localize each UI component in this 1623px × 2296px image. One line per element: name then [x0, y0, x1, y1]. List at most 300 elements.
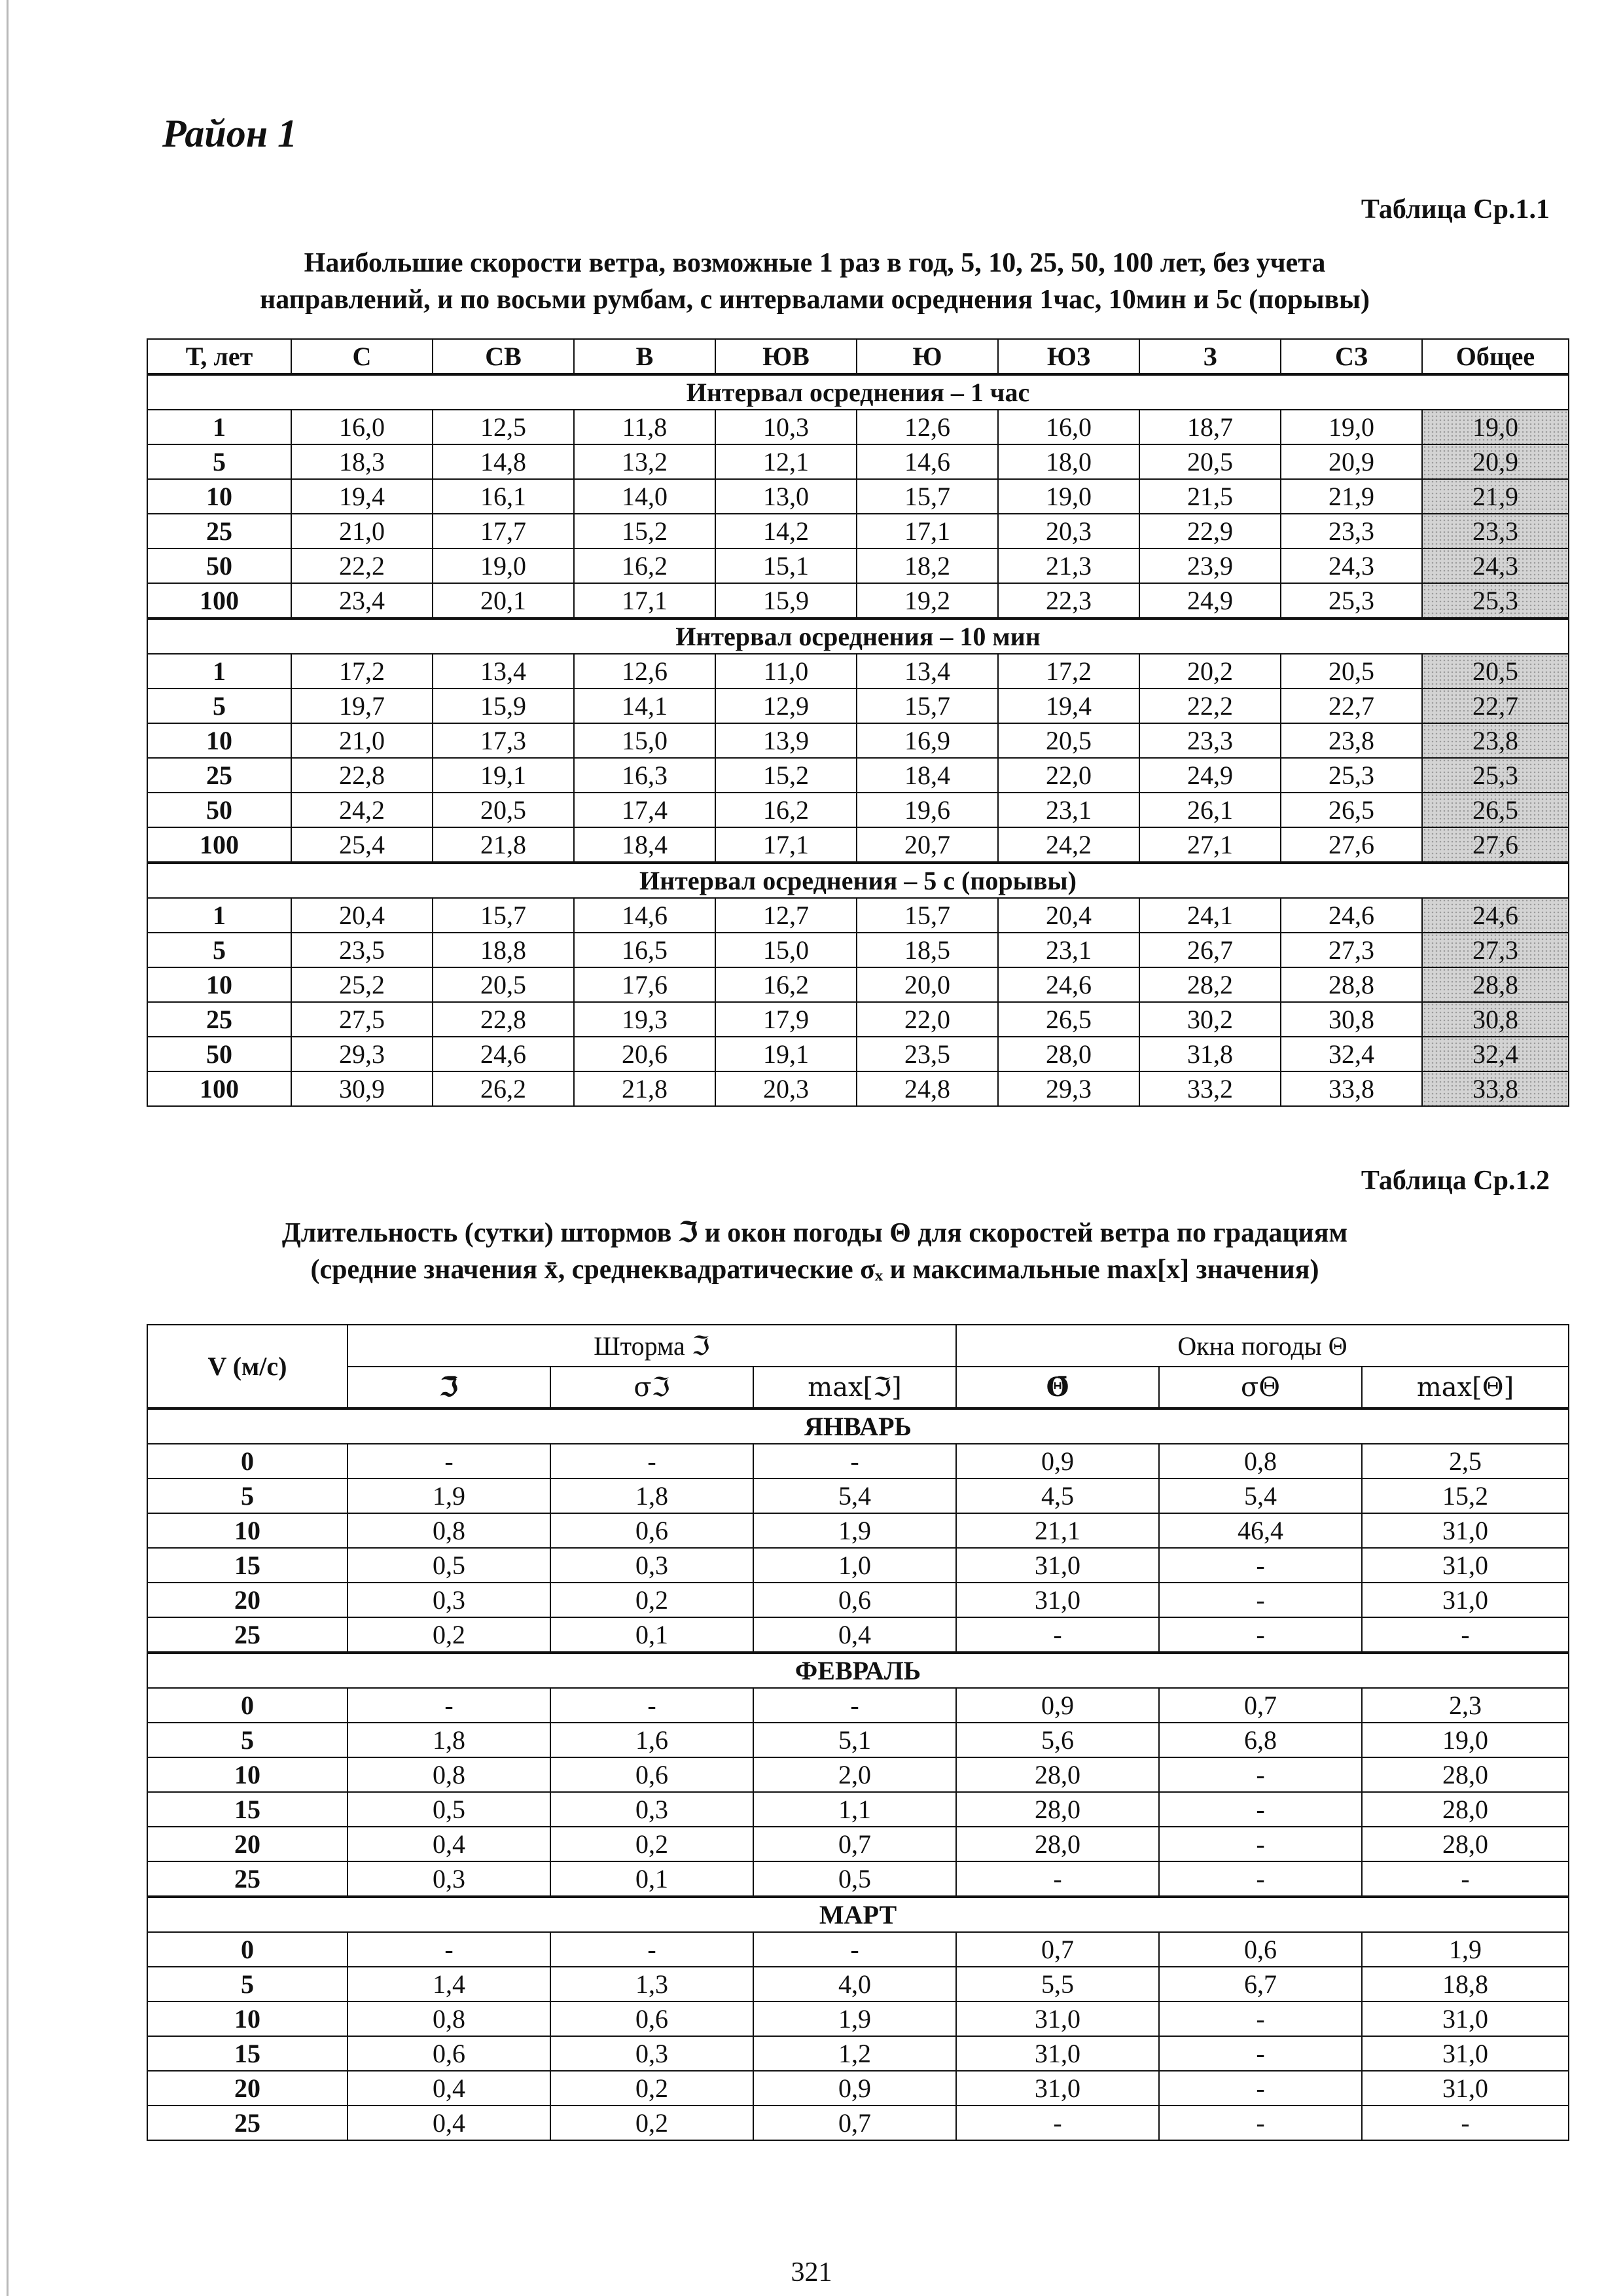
table-cell: 26,1 — [1139, 793, 1281, 827]
return-period-cell: 50 — [147, 1037, 291, 1071]
table-cell: 14,6 — [574, 898, 715, 933]
table-cell: - — [956, 1861, 1159, 1897]
table-cell: - — [1159, 2001, 1362, 2036]
table-cell: - — [1362, 1861, 1569, 1897]
table-cell: 15,2 — [1362, 1479, 1569, 1513]
table-cell: 28,2 — [1139, 967, 1281, 1002]
table-cell: 15,7 — [857, 689, 998, 723]
table-row — [147, 758, 1569, 793]
table-cell: 19,0 — [1422, 410, 1569, 444]
table-cell: 14,1 — [574, 689, 715, 723]
table-cell: 11,8 — [574, 410, 715, 444]
table-cell: 20,5 — [998, 723, 1139, 758]
table-row — [147, 2106, 1569, 2140]
table-cell: 13,4 — [433, 654, 574, 689]
table-cell: 0,9 — [956, 1444, 1159, 1479]
table-cell: 20,4 — [998, 898, 1139, 933]
table-cell: 19,6 — [857, 793, 998, 827]
table-cell: 22,7 — [1281, 689, 1422, 723]
table-cell: 0,2 — [550, 2106, 753, 2140]
return-period-cell: 100 — [147, 583, 291, 619]
return-period-cell: 25 — [147, 758, 291, 793]
table1-header-cell: ЮЗ — [998, 339, 1139, 374]
month-title: ЯНВАРЬ — [147, 1408, 1569, 1444]
table-cell: 13,0 — [715, 479, 857, 514]
table-cell: 19,0 — [433, 548, 574, 583]
table-cell: 30,2 — [1139, 1002, 1281, 1037]
table-cell: 12,6 — [574, 654, 715, 689]
table-cell: 0,3 — [550, 2036, 753, 2071]
table-cell: 23,3 — [1281, 514, 1422, 548]
table-cell: 1,6 — [550, 1723, 753, 1757]
table1-header-cell: ЮВ — [715, 339, 857, 374]
table-cell: 20,3 — [998, 514, 1139, 548]
table-cell: 18,4 — [574, 827, 715, 863]
table-cell: 22,3 — [998, 583, 1139, 619]
table-cell: 16,9 — [857, 723, 998, 758]
table1-section-row — [147, 619, 1569, 654]
table-cell: 0,6 — [1159, 1932, 1362, 1967]
table-cell: 22,0 — [998, 758, 1139, 793]
table-cell: 24,2 — [291, 793, 433, 827]
table-cell: 46,4 — [1159, 1513, 1362, 1548]
table-cell: 28,0 — [1362, 1792, 1569, 1827]
table-cell: 6,7 — [1159, 1967, 1362, 2001]
table-cell: 31,0 — [1362, 2036, 1569, 2071]
table-cell: - — [956, 1617, 1159, 1653]
table-cell: 33,8 — [1422, 1071, 1569, 1106]
table1-label: Таблица Ср.1.1 — [1361, 194, 1550, 224]
table-cell: 2,0 — [753, 1757, 956, 1792]
storm-duration-table — [147, 1324, 1569, 2141]
table-cell: 24,6 — [433, 1037, 574, 1071]
table-row — [147, 1037, 1569, 1071]
table-cell: 24,8 — [857, 1071, 998, 1106]
return-period-cell: 50 — [147, 793, 291, 827]
table-cell: 21,9 — [1281, 479, 1422, 514]
table-cell: 27,6 — [1422, 827, 1569, 863]
table-cell: - — [1159, 1792, 1362, 1827]
return-period-cell: 10 — [147, 479, 291, 514]
table-cell: 27,5 — [291, 1002, 433, 1037]
table-cell: 1,9 — [348, 1479, 550, 1513]
table-cell: 4,0 — [753, 1967, 956, 2001]
table-cell: 0,6 — [753, 1583, 956, 1617]
table2-body — [147, 1408, 1569, 2140]
table1-header-cell: СВ — [433, 339, 574, 374]
table2-subheader-cell: max[Θ] — [1362, 1367, 1569, 1408]
table-cell: 13,4 — [857, 654, 998, 689]
return-period-cell: 1 — [147, 410, 291, 444]
table-cell: 21,5 — [1139, 479, 1281, 514]
table-row — [147, 2001, 1569, 2036]
table-row — [147, 898, 1569, 933]
table-cell: 16,0 — [291, 410, 433, 444]
table-cell: 28,0 — [956, 1757, 1159, 1792]
table-cell: - — [753, 1932, 956, 1967]
table-cell: 31,0 — [1362, 1583, 1569, 1617]
table-cell: 20,3 — [715, 1071, 857, 1106]
table-row — [147, 827, 1569, 863]
table-cell: 12,7 — [715, 898, 857, 933]
table-cell: 19,3 — [574, 1002, 715, 1037]
table1-header-cell: С — [291, 339, 433, 374]
table-cell: 5,4 — [1159, 1479, 1362, 1513]
table-cell: 0,8 — [348, 2001, 550, 2036]
return-period-cell: 25 — [147, 514, 291, 548]
wind-speed-cell: 20 — [147, 1827, 348, 1861]
table-row — [147, 1513, 1569, 1548]
table-cell: 24,3 — [1281, 548, 1422, 583]
table-row — [147, 1002, 1569, 1037]
table-row — [147, 1548, 1569, 1583]
table-row — [147, 1932, 1569, 1967]
table-cell: 21,3 — [998, 548, 1139, 583]
table-cell: 6,8 — [1159, 1723, 1362, 1757]
wind-speed-cell: 25 — [147, 1861, 348, 1897]
table-cell: 30,9 — [291, 1071, 433, 1106]
table-cell: 22,8 — [291, 758, 433, 793]
table-cell: 18,3 — [291, 444, 433, 479]
table-cell: - — [348, 1932, 550, 1967]
table-cell: 23,8 — [1281, 723, 1422, 758]
table-cell: 10,3 — [715, 410, 857, 444]
table-row — [147, 1967, 1569, 2001]
table1-header-row — [147, 339, 1569, 374]
table-cell: 0,4 — [348, 2106, 550, 2140]
table-cell: 0,5 — [753, 1861, 956, 1897]
table-cell: 29,3 — [998, 1071, 1139, 1106]
table-cell: 1,9 — [753, 1513, 956, 1548]
table-cell: 25,2 — [291, 967, 433, 1002]
table-cell: 27,6 — [1281, 827, 1422, 863]
table-row — [147, 1479, 1569, 1513]
table-cell: 20,2 — [1139, 654, 1281, 689]
table-cell: 0,3 — [550, 1548, 753, 1583]
table-cell: 24,9 — [1139, 758, 1281, 793]
table1-section-row — [147, 374, 1569, 410]
wind-speed-cell: 0 — [147, 1444, 348, 1479]
table-cell: 1,1 — [753, 1792, 956, 1827]
table-cell: 13,2 — [574, 444, 715, 479]
table-cell: 24,2 — [998, 827, 1139, 863]
table-cell: 21,9 — [1422, 479, 1569, 514]
wind-speed-cell: 0 — [147, 1688, 348, 1723]
table-cell: 28,0 — [998, 1037, 1139, 1071]
table-cell: 30,8 — [1281, 1002, 1422, 1037]
wind-speed-cell: 20 — [147, 2071, 348, 2106]
wind-speed-cell: 5 — [147, 1723, 348, 1757]
table-row — [147, 583, 1569, 619]
table-cell: 18,8 — [1362, 1967, 1569, 2001]
table-cell: 20,9 — [1422, 444, 1569, 479]
table-cell: 19,4 — [291, 479, 433, 514]
table-cell: 0,6 — [348, 2036, 550, 2071]
table-cell: 15,7 — [857, 898, 998, 933]
table-cell: 16,3 — [574, 758, 715, 793]
table2-caption-line2: (средние значения x̄, среднеквадратические σₓ и максимальные max[x] значения) — [310, 1255, 1319, 1285]
table-cell: 26,2 — [433, 1071, 574, 1106]
table-cell: 0,1 — [550, 1861, 753, 1897]
table-cell: 17,4 — [574, 793, 715, 827]
table-cell: 0,8 — [348, 1513, 550, 1548]
table-cell: 12,5 — [433, 410, 574, 444]
table-cell: 32,4 — [1422, 1037, 1569, 1071]
table1-header-cell: Ю — [857, 339, 998, 374]
table-row — [147, 933, 1569, 967]
table-cell: 26,5 — [998, 1002, 1139, 1037]
table-cell: 0,6 — [550, 1757, 753, 1792]
table-cell: 0,3 — [348, 1861, 550, 1897]
table-cell: 17,9 — [715, 1002, 857, 1037]
table1-header-cell: Общее — [1422, 339, 1569, 374]
table-cell: 31,0 — [1362, 2001, 1569, 2036]
table1-header-cell: З — [1139, 339, 1281, 374]
table-row — [147, 1617, 1569, 1653]
wind-speed-cell: 15 — [147, 2036, 348, 2071]
wind-speed-cell: 0 — [147, 1932, 348, 1967]
table-cell: 0,5 — [348, 1792, 550, 1827]
table-cell: 20,5 — [1139, 444, 1281, 479]
table-cell: 19,0 — [1281, 410, 1422, 444]
table-cell: 0,8 — [348, 1757, 550, 1792]
table-cell: 11,0 — [715, 654, 857, 689]
wind-speed-table — [147, 338, 1569, 1107]
wind-speed-cell: 10 — [147, 1757, 348, 1792]
table-cell: 18,5 — [857, 933, 998, 967]
table-row — [147, 1792, 1569, 1827]
table-cell: 5,4 — [753, 1479, 956, 1513]
table-cell: 22,2 — [291, 548, 433, 583]
table-cell: 25,3 — [1422, 758, 1569, 793]
scan-edge-line — [7, 0, 9, 2296]
table2-label: Таблица Ср.1.2 — [1361, 1166, 1550, 1196]
wind-speed-cell: 5 — [147, 1479, 348, 1513]
table-cell: 20,9 — [1281, 444, 1422, 479]
table-row — [147, 1583, 1569, 1617]
table-cell: 28,0 — [956, 1827, 1159, 1861]
table-row — [147, 654, 1569, 689]
table-cell: 31,0 — [956, 1548, 1159, 1583]
table-cell: 0,7 — [1159, 1688, 1362, 1723]
table-row — [147, 479, 1569, 514]
table-cell: 16,1 — [433, 479, 574, 514]
table-cell: 27,3 — [1422, 933, 1569, 967]
table-cell: 31,8 — [1139, 1037, 1281, 1071]
table-cell: 19,0 — [1362, 1723, 1569, 1757]
table-cell: 23,3 — [1139, 723, 1281, 758]
wind-speed-cell: 15 — [147, 1548, 348, 1583]
table1-section-title: Интервал осреднения – 10 мин — [147, 619, 1569, 654]
table-row — [147, 548, 1569, 583]
table-cell: 18,0 — [998, 444, 1139, 479]
table-cell: 20,1 — [433, 583, 574, 619]
table-cell: 17,1 — [715, 827, 857, 863]
table-row — [147, 1444, 1569, 1479]
table-cell: 23,5 — [291, 933, 433, 967]
table-cell: 31,0 — [956, 2071, 1159, 2106]
table-cell: 0,4 — [348, 2071, 550, 2106]
table-cell: 32,4 — [1281, 1037, 1422, 1071]
table-cell: 15,7 — [857, 479, 998, 514]
table-cell: 0,7 — [753, 2106, 956, 2140]
table-cell: 18,2 — [857, 548, 998, 583]
table-cell: 24,9 — [1139, 583, 1281, 619]
table-cell: 23,8 — [1422, 723, 1569, 758]
table-cell: 20,4 — [291, 898, 433, 933]
table-row — [147, 1723, 1569, 1757]
table1-header-cell: В — [574, 339, 715, 374]
table-row — [147, 1827, 1569, 1861]
table2-subheader-cell: Θ̄ — [956, 1367, 1159, 1408]
table-cell: 23,1 — [998, 933, 1139, 967]
table-cell: 21,0 — [291, 723, 433, 758]
table-cell: 28,0 — [956, 1792, 1159, 1827]
table-cell: 2,3 — [1362, 1688, 1569, 1723]
table1-caption — [124, 245, 1505, 318]
table-cell: - — [348, 1688, 550, 1723]
table-cell: 20,7 — [857, 827, 998, 863]
return-period-cell: 1 — [147, 654, 291, 689]
return-period-cell: 10 — [147, 723, 291, 758]
table-cell: 16,0 — [998, 410, 1139, 444]
table-cell: 5,6 — [956, 1723, 1159, 1757]
table-cell: 5,5 — [956, 1967, 1159, 2001]
header-windows-group: Окна погоды Θ — [956, 1325, 1569, 1367]
table-cell: 15,7 — [433, 898, 574, 933]
table-row — [147, 444, 1569, 479]
table-row — [147, 1071, 1569, 1106]
table-cell: 16,2 — [715, 793, 857, 827]
table-cell: - — [550, 1688, 753, 1723]
table-cell: 1,9 — [1362, 1932, 1569, 1967]
table-cell: 2,5 — [1362, 1444, 1569, 1479]
table-cell: 15,0 — [574, 723, 715, 758]
month-title: МАРТ — [147, 1897, 1569, 1932]
table-cell: 27,3 — [1281, 933, 1422, 967]
table2-subheader-cell: σℑ — [550, 1367, 753, 1408]
table-cell: 25,3 — [1281, 758, 1422, 793]
return-period-cell: 1 — [147, 898, 291, 933]
table-cell: 0,4 — [348, 1827, 550, 1861]
table-cell: 20,5 — [433, 793, 574, 827]
table-cell: 31,0 — [1362, 1548, 1569, 1583]
table-cell: 0,7 — [753, 1827, 956, 1861]
table-cell: 20,5 — [1422, 654, 1569, 689]
table-cell: 31,0 — [956, 1583, 1159, 1617]
table-row — [147, 1757, 1569, 1792]
table-cell: 30,8 — [1422, 1002, 1569, 1037]
table-cell: 29,3 — [291, 1037, 433, 1071]
table-cell: 12,9 — [715, 689, 857, 723]
table-cell: 15,2 — [574, 514, 715, 548]
table-cell: 0,5 — [348, 1548, 550, 1583]
table-cell: 17,6 — [574, 967, 715, 1002]
table-cell: - — [1159, 2071, 1362, 2106]
table-cell: - — [550, 1932, 753, 1967]
table-cell: 0,1 — [550, 1617, 753, 1653]
table-cell: 24,6 — [1281, 898, 1422, 933]
return-period-cell: 10 — [147, 967, 291, 1002]
table-cell: 22,0 — [857, 1002, 998, 1037]
table-cell: 0,7 — [956, 1932, 1159, 1967]
table-cell: 14,2 — [715, 514, 857, 548]
table-cell: - — [550, 1444, 753, 1479]
table-cell: 19,1 — [715, 1037, 857, 1071]
table-cell: 25,4 — [291, 827, 433, 863]
table-cell: - — [1362, 1617, 1569, 1653]
table-cell: 19,7 — [291, 689, 433, 723]
wind-speed-cell: 20 — [147, 1583, 348, 1617]
table-cell: 22,9 — [1139, 514, 1281, 548]
month-section-row — [147, 1653, 1569, 1688]
table-cell: 1,4 — [348, 1967, 550, 2001]
table-cell: 21,8 — [433, 827, 574, 863]
table-cell: - — [1159, 1617, 1362, 1653]
table2-caption — [124, 1215, 1505, 1288]
table-cell: 20,6 — [574, 1037, 715, 1071]
table-cell: 1,9 — [753, 2001, 956, 2036]
table1-header-cell: СЗ — [1281, 339, 1422, 374]
table-cell: 20,5 — [1281, 654, 1422, 689]
table-cell: 23,4 — [291, 583, 433, 619]
table-cell: 1,0 — [753, 1548, 956, 1583]
table-cell: 28,0 — [1362, 1757, 1569, 1792]
table-cell: 18,7 — [1139, 410, 1281, 444]
table-cell: 18,8 — [433, 933, 574, 967]
table-cell: 24,1 — [1139, 898, 1281, 933]
table-cell: 17,7 — [433, 514, 574, 548]
table-cell: 0,9 — [956, 1688, 1159, 1723]
table-cell: 31,0 — [956, 2036, 1159, 2071]
table-cell: - — [1159, 1757, 1362, 1792]
table-cell: 21,8 — [574, 1071, 715, 1106]
table-cell: 5,1 — [753, 1723, 956, 1757]
month-title: ФЕВРАЛЬ — [147, 1653, 1569, 1688]
table-cell: 16,5 — [574, 933, 715, 967]
table1-caption-line1: Наибольшие скорости ветра, возможные 1 раз в год, 5, 10, 25, 50, 100 лет, без учета — [304, 248, 1326, 278]
table-cell: 0,3 — [348, 1583, 550, 1617]
table2-subheader-cell: σΘ — [1159, 1367, 1362, 1408]
table-row — [147, 2071, 1569, 2106]
table-cell: 21,1 — [956, 1513, 1159, 1548]
table-cell: - — [753, 1444, 956, 1479]
table-row — [147, 1688, 1569, 1723]
return-period-cell: 5 — [147, 689, 291, 723]
table-cell: 15,0 — [715, 933, 857, 967]
table-cell: 19,4 — [998, 689, 1139, 723]
return-period-cell: 50 — [147, 548, 291, 583]
table-cell: 19,0 — [998, 479, 1139, 514]
return-period-cell: 100 — [147, 827, 291, 863]
table-cell: 0,6 — [550, 2001, 753, 2036]
table-cell: 16,2 — [715, 967, 857, 1002]
table-cell: 20,5 — [433, 967, 574, 1002]
table1-caption-line2: направлений, и по восьми румбам, с интервалами осреднения 1час, 10мин и 5с (порывы) — [260, 285, 1370, 315]
table-row — [147, 410, 1569, 444]
table-cell: 24,6 — [1422, 898, 1569, 933]
table1-section-row — [147, 863, 1569, 898]
table-cell: 33,8 — [1281, 1071, 1422, 1106]
table-cell: 1,3 — [550, 1967, 753, 2001]
header-v: V (м/с) — [147, 1325, 348, 1408]
table-cell: 23,5 — [857, 1037, 998, 1071]
table-row — [147, 2036, 1569, 2071]
table-row — [147, 514, 1569, 548]
table1-header-cell: Т, лет — [147, 339, 291, 374]
table-cell: - — [348, 1444, 550, 1479]
table2-group-header-row — [147, 1325, 1569, 1367]
